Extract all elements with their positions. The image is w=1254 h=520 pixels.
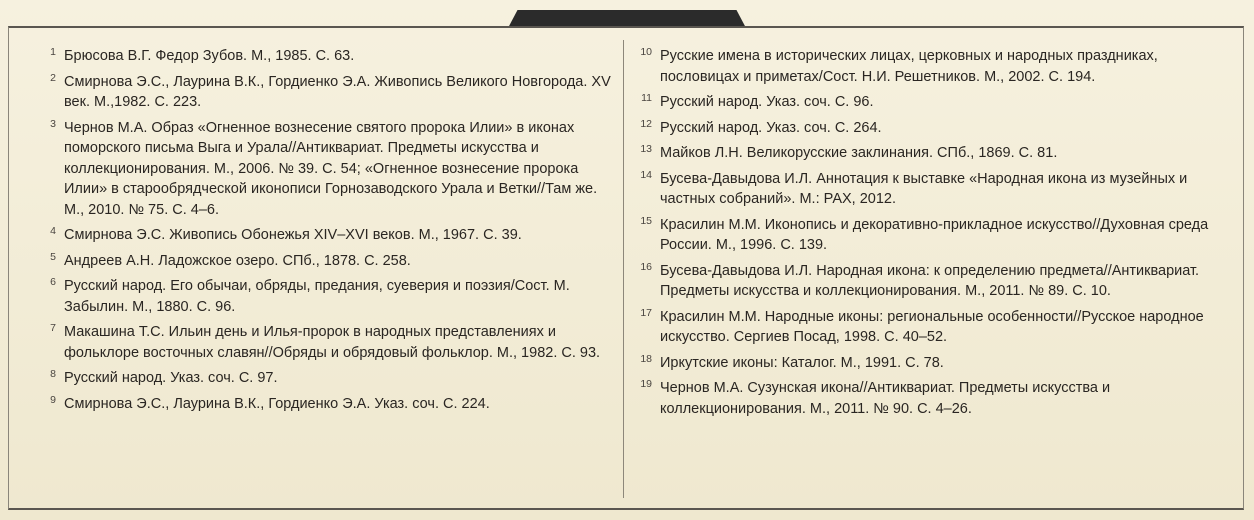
- footnote-text: Бусева-Давыдова И.Л. Аннотация к выставке «Народная икона из музейных и частных собраний». М.: РАХ, 2012.: [660, 170, 1188, 207]
- footnote-text: Красилин М.М. Иконопись и декоративно-прикладное искусство//Духовная среда России. М., 1996. С. 139.: [660, 216, 1209, 253]
- footnote-number: 9: [50, 393, 56, 406]
- footnote-13: [636, 143, 1226, 164]
- footnote-number: 13: [640, 143, 652, 155]
- footnote-11: [636, 92, 1226, 113]
- footnote-number: 7: [50, 322, 56, 334]
- footnote-number: 19: [640, 378, 652, 390]
- footnotes-column-right: [636, 46, 1226, 424]
- footnote-number: 6: [50, 276, 56, 288]
- footnote-text: Красилин М.М. Народные иконы: региональные особенности//Русское народное искусство. Сергиев Посад, 1998. С. 40–52.: [660, 308, 1204, 345]
- footnote-number: 15: [640, 214, 652, 227]
- footnote-16: [636, 261, 1226, 302]
- footnote-text: Русский народ. Указ. соч. С. 264.: [660, 119, 882, 136]
- footnote-number: 18: [640, 352, 652, 365]
- footnote-text: Русский народ. Его обычаи, обряды, предания, суеверия и поэзия/Сост. М. Забылин. М., 1880. С. 96.: [64, 278, 570, 315]
- footnote-number: 5: [50, 250, 56, 263]
- footnote-number: 1: [50, 46, 56, 58]
- footnote-text: Андреев А.Н. Ладожское озеро. СПб., 1878. С. 258.: [64, 252, 411, 269]
- footnote-text: Бусева-Давыдова И.Л. Народная икона: к определению предмета//Антиквариат. Предметы искусства и коллекционирования. М., 2011. № 89. С. 10.: [660, 262, 1200, 299]
- footnote-number: 11: [641, 92, 652, 104]
- footnote-3: [40, 118, 620, 221]
- footnote-number: 14: [640, 168, 652, 181]
- footnote-text: Смирнова Э.С. Живопись Обонежья XIV–XVI веков. М., 1967. С. 39.: [64, 227, 522, 243]
- footnote-text: Русские имена в исторических лицах, церковных и народных праздниках, пословицах и приметах/Сост. Н.И. Решетников. М., 2002. С. 194.: [660, 48, 1158, 85]
- footnote-text: Чернов М.А. Образ «Огненное вознесение святого пророка Илии» в иконах поморского письма Выга и Урала//Антиквариат. Предметы искусства и коллекционирования. М., 2006. № 39. С. 54; «Огненное вознесение пророка Илии» в старообрядческой иконописи Горнозаводского Урала и Ветки//Там же. М., 2010. № 75. С. 4–6.: [64, 119, 598, 218]
- footnote-number: 10: [640, 46, 652, 58]
- footnote-4: [40, 225, 620, 246]
- footnote-number: 12: [640, 117, 652, 130]
- footnote-number: 16: [640, 260, 652, 273]
- footnote-text: Русский народ. Указ. соч. С. 96.: [660, 94, 874, 110]
- column-divider: [623, 40, 624, 498]
- footnote-7: [40, 322, 620, 363]
- footnote-number: 8: [50, 368, 56, 380]
- footnote-number: 4: [50, 225, 56, 237]
- footnote-19: [636, 378, 1226, 419]
- footnote-10: [636, 46, 1226, 87]
- footnote-2: [40, 72, 620, 113]
- footnotes-column-left: [40, 46, 620, 419]
- footnote-14: [636, 169, 1226, 210]
- footnote-text: Иркутские иконы: Каталог. М., 1991. С. 78.: [660, 354, 944, 371]
- footnote-17: [636, 307, 1226, 348]
- footnote-text: Русский народ. Указ. соч. С. 97.: [64, 370, 278, 386]
- footnote-text: Смирнова Э.С., Лаурина В.К., Гордиенко Э.А. Указ. соч. С. 224.: [64, 395, 490, 412]
- footnote-number: 2: [50, 71, 56, 84]
- footnote-text: Макашина Т.С. Ильин день и Илья-пророк в народных представлениях и фольклоре восточных славян//Обряды и обрядовый фольклор. М., 1982. С. 93.: [64, 324, 601, 361]
- footnote-9: [40, 394, 620, 415]
- footnote-12: [636, 118, 1226, 139]
- footnote-18: [636, 353, 1226, 374]
- footnote-number: 17: [640, 306, 652, 319]
- footnote-text: Брюсова В.Г. Федор Зубов. М., 1985. С. 63.: [64, 48, 355, 64]
- footnote-number: 3: [50, 117, 56, 130]
- footnote-15: [636, 215, 1226, 256]
- footnote-6: [40, 276, 620, 317]
- footnote-8: [40, 368, 620, 389]
- footnote-1: [40, 46, 620, 67]
- footnote-text: Чернов М.А. Сузунская икона//Антиквариат. Предметы искусства и коллекционирования. М., 2011. № 90. С. 4–26.: [660, 380, 1111, 417]
- footnote-text: Майков Л.Н. Великорусские заклинания. СПб., 1869. С. 81.: [660, 145, 1058, 161]
- footnote-text: Смирнова Э.С., Лаурина В.К., Гордиенко Э.А. Живопись Великого Новгорода. XV век. М.,1982. С. 223.: [64, 73, 611, 110]
- footnote-5: [40, 251, 620, 272]
